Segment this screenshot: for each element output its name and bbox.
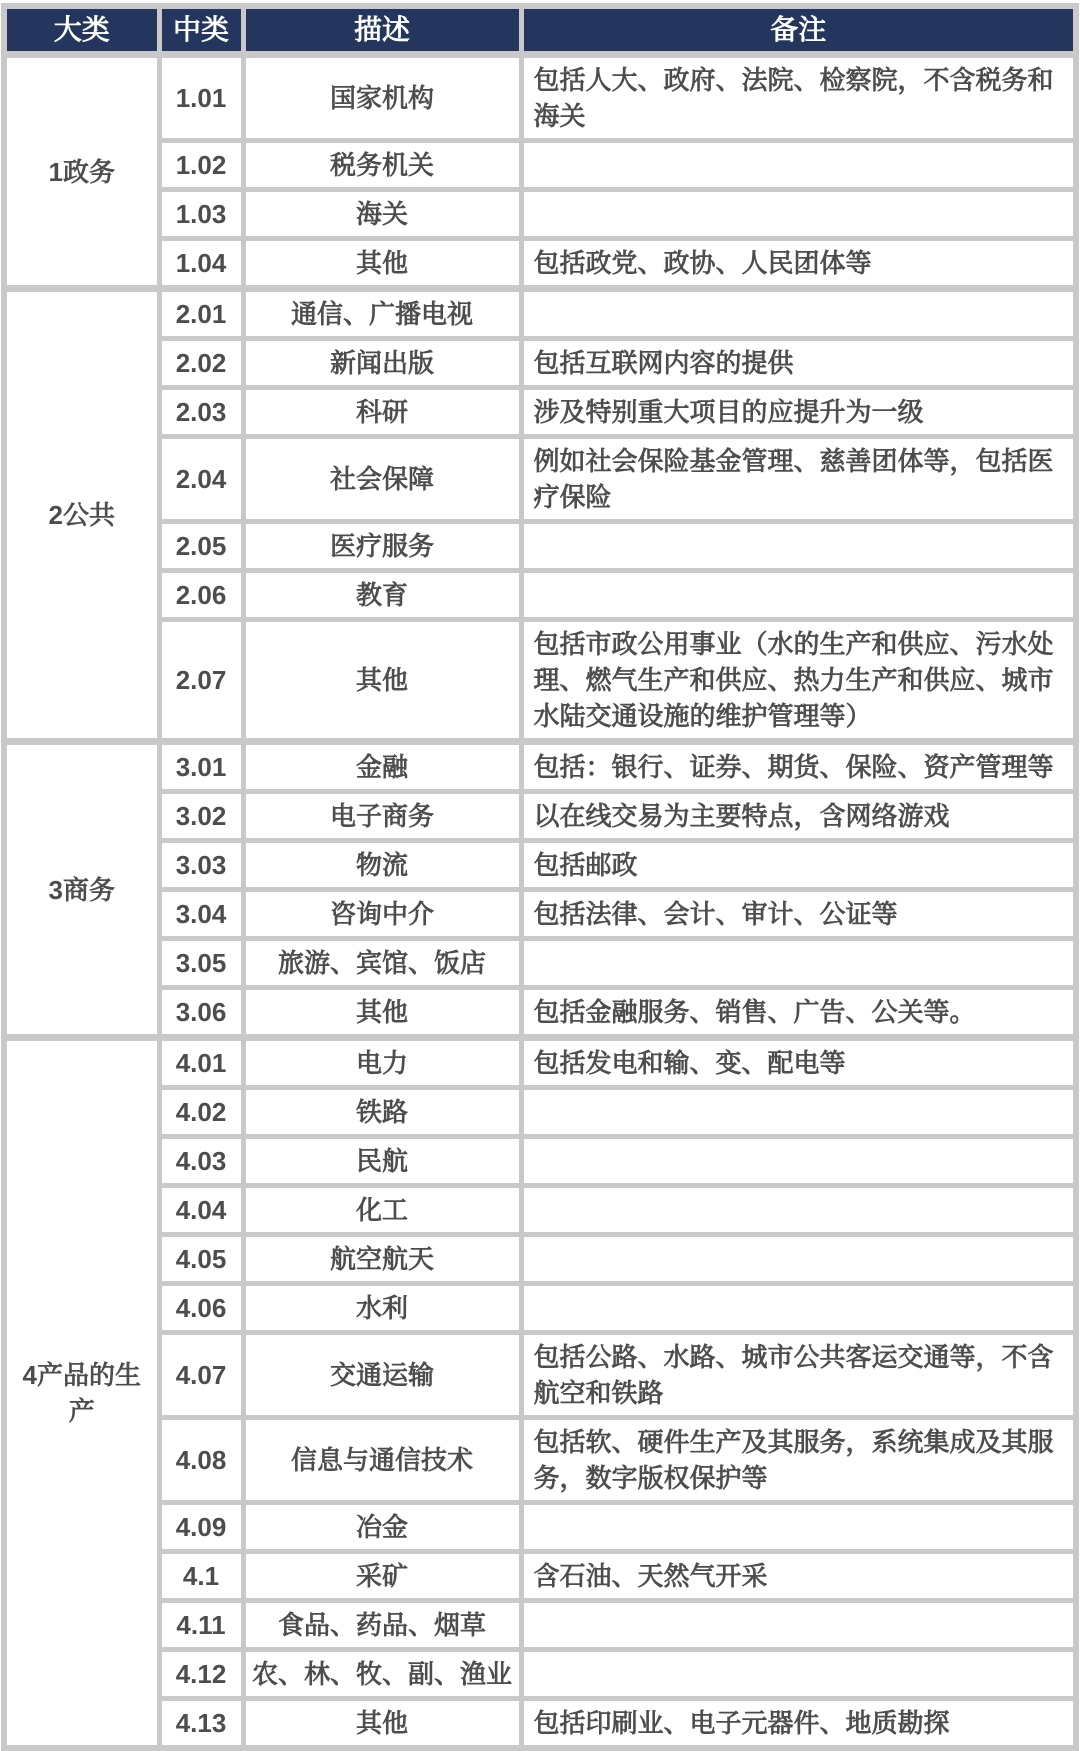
description-cell: 信息与通信技术 <box>243 1418 521 1503</box>
description-cell: 科研 <box>243 388 521 437</box>
remarks-cell: 例如社会保险基金管理、慈善团体等，包括医疗保险 <box>521 437 1076 522</box>
middle-category-cell: 4.1 <box>159 1552 243 1601</box>
remarks-cell <box>521 1186 1076 1235</box>
remarks-cell <box>521 141 1076 190</box>
description-cell: 水利 <box>243 1284 521 1333</box>
table-row <box>4 437 1076 522</box>
remarks-cell: 包括：银行、证券、期货、保险、资产管理等 <box>521 742 1076 792</box>
table-row <box>4 1235 1076 1284</box>
table-row <box>4 1418 1076 1503</box>
description-cell: 海关 <box>243 190 521 239</box>
remarks-cell <box>521 289 1076 339</box>
description-cell: 医疗服务 <box>243 522 521 571</box>
description-cell: 教育 <box>243 571 521 620</box>
header-major-category: 大类 <box>4 6 159 55</box>
description-cell: 国家机构 <box>243 55 521 141</box>
table-row <box>4 190 1076 239</box>
middle-category-cell: 4.12 <box>159 1650 243 1699</box>
description-cell: 农、林、牧、副、渔业 <box>243 1650 521 1699</box>
middle-category-cell: 2.02 <box>159 339 243 388</box>
remarks-cell: 包括人大、政府、法院、检察院，不含税务和海关 <box>521 55 1076 141</box>
table-row <box>4 1038 1076 1088</box>
description-cell: 物流 <box>243 841 521 890</box>
middle-category-cell: 1.03 <box>159 190 243 239</box>
description-cell: 电子商务 <box>243 792 521 841</box>
remarks-cell: 包括金融服务、销售、广告、公关等。 <box>521 988 1076 1038</box>
table-row <box>4 1137 1076 1186</box>
middle-category-cell: 4.09 <box>159 1503 243 1552</box>
middle-category-cell: 3.01 <box>159 742 243 792</box>
description-cell: 其他 <box>243 988 521 1038</box>
description-cell: 铁路 <box>243 1088 521 1137</box>
major-category-cell: 1政务 <box>4 55 159 289</box>
description-cell: 旅游、宾馆、饭店 <box>243 939 521 988</box>
table-row <box>4 1552 1076 1601</box>
middle-category-cell: 2.07 <box>159 620 243 742</box>
remarks-cell <box>521 522 1076 571</box>
remarks-cell <box>521 1650 1076 1699</box>
industry-classification-table <box>1 3 1079 1751</box>
middle-category-cell: 4.07 <box>159 1333 243 1418</box>
middle-category-cell: 4.08 <box>159 1418 243 1503</box>
table-row <box>4 1699 1076 1749</box>
remarks-cell <box>521 1601 1076 1650</box>
description-cell: 食品、药品、烟草 <box>243 1601 521 1650</box>
remarks-cell: 包括政党、政协、人民团体等 <box>521 239 1076 289</box>
remarks-cell: 包括互联网内容的提供 <box>521 339 1076 388</box>
remarks-cell: 包括公路、水路、城市公共客运交通等，不含航空和铁路 <box>521 1333 1076 1418</box>
description-cell: 其他 <box>243 620 521 742</box>
remarks-cell: 包括发电和输、变、配电等 <box>521 1038 1076 1088</box>
remarks-cell <box>521 190 1076 239</box>
middle-category-cell: 2.06 <box>159 571 243 620</box>
middle-category-cell: 2.04 <box>159 437 243 522</box>
table-row <box>4 890 1076 939</box>
middle-category-cell: 3.06 <box>159 988 243 1038</box>
remarks-cell: 包括印刷业、电子元器件、地质勘探 <box>521 1699 1076 1749</box>
middle-category-cell: 1.01 <box>159 55 243 141</box>
table-row <box>4 939 1076 988</box>
description-cell: 采矿 <box>243 1552 521 1601</box>
description-cell: 金融 <box>243 742 521 792</box>
table-row <box>4 388 1076 437</box>
table-row <box>4 522 1076 571</box>
table-row <box>4 841 1076 890</box>
major-category-cell: 3商务 <box>4 742 159 1038</box>
description-cell: 航空航天 <box>243 1235 521 1284</box>
major-category-cell: 4产品的生产 <box>4 1038 159 1749</box>
middle-category-cell: 2.05 <box>159 522 243 571</box>
description-cell: 新闻出版 <box>243 339 521 388</box>
table-body <box>4 55 1076 1749</box>
description-cell: 冶金 <box>243 1503 521 1552</box>
description-cell: 咨询中介 <box>243 890 521 939</box>
middle-category-cell: 3.03 <box>159 841 243 890</box>
description-cell: 民航 <box>243 1137 521 1186</box>
header-middle-category: 中类 <box>159 6 243 55</box>
middle-category-cell: 2.03 <box>159 388 243 437</box>
table-row <box>4 1088 1076 1137</box>
description-cell: 社会保障 <box>243 437 521 522</box>
description-cell: 其他 <box>243 239 521 289</box>
middle-category-cell: 3.04 <box>159 890 243 939</box>
middle-category-cell: 4.03 <box>159 1137 243 1186</box>
table-row <box>4 1284 1076 1333</box>
description-cell: 化工 <box>243 1186 521 1235</box>
remarks-cell <box>521 1284 1076 1333</box>
middle-category-cell: 3.05 <box>159 939 243 988</box>
description-cell: 电力 <box>243 1038 521 1088</box>
table-row <box>4 742 1076 792</box>
middle-category-cell: 3.02 <box>159 792 243 841</box>
table-row <box>4 792 1076 841</box>
middle-category-cell: 2.01 <box>159 289 243 339</box>
table-row <box>4 1333 1076 1418</box>
remarks-cell <box>521 1503 1076 1552</box>
table-row <box>4 1503 1076 1552</box>
middle-category-cell: 4.05 <box>159 1235 243 1284</box>
table-row <box>4 289 1076 339</box>
middle-category-cell: 4.01 <box>159 1038 243 1088</box>
header-remarks: 备注 <box>521 6 1076 55</box>
middle-category-cell: 4.11 <box>159 1601 243 1650</box>
middle-category-cell: 4.02 <box>159 1088 243 1137</box>
remarks-cell: 包括市政公用事业（水的生产和供应、污水处理、燃气生产和供应、热力生产和供应、城市水陆交通设施的维护管理等） <box>521 620 1076 742</box>
table-row <box>4 1186 1076 1235</box>
table-row <box>4 1650 1076 1699</box>
table-row <box>4 55 1076 141</box>
remarks-cell: 包括软、硬件生产及其服务，系统集成及其服务，数字版权保护等 <box>521 1418 1076 1503</box>
remarks-cell <box>521 1235 1076 1284</box>
table-row <box>4 571 1076 620</box>
remarks-cell <box>521 1088 1076 1137</box>
table-row <box>4 1601 1076 1650</box>
description-cell: 其他 <box>243 1699 521 1749</box>
remarks-cell <box>521 1137 1076 1186</box>
remarks-cell: 涉及特别重大项目的应提升为一级 <box>521 388 1076 437</box>
description-cell: 通信、广播电视 <box>243 289 521 339</box>
remarks-cell <box>521 939 1076 988</box>
description-cell: 交通运输 <box>243 1333 521 1418</box>
middle-category-cell: 4.04 <box>159 1186 243 1235</box>
remarks-cell <box>521 571 1076 620</box>
table-header <box>4 6 1076 55</box>
middle-category-cell: 4.13 <box>159 1699 243 1749</box>
table-row <box>4 239 1076 289</box>
remarks-cell: 包括法律、会计、审计、公证等 <box>521 890 1076 939</box>
table-row <box>4 988 1076 1038</box>
middle-category-cell: 1.04 <box>159 239 243 289</box>
description-cell: 税务机关 <box>243 141 521 190</box>
remarks-cell: 包括邮政 <box>521 841 1076 890</box>
table-row <box>4 620 1076 742</box>
middle-category-cell: 4.06 <box>159 1284 243 1333</box>
major-category-cell: 2公共 <box>4 289 159 742</box>
remarks-cell: 含石油、天然气开采 <box>521 1552 1076 1601</box>
header-description: 描述 <box>243 6 521 55</box>
middle-category-cell: 1.02 <box>159 141 243 190</box>
header-row <box>4 6 1076 55</box>
table-row <box>4 339 1076 388</box>
remarks-cell: 以在线交易为主要特点，含网络游戏 <box>521 792 1076 841</box>
table-row <box>4 141 1076 190</box>
